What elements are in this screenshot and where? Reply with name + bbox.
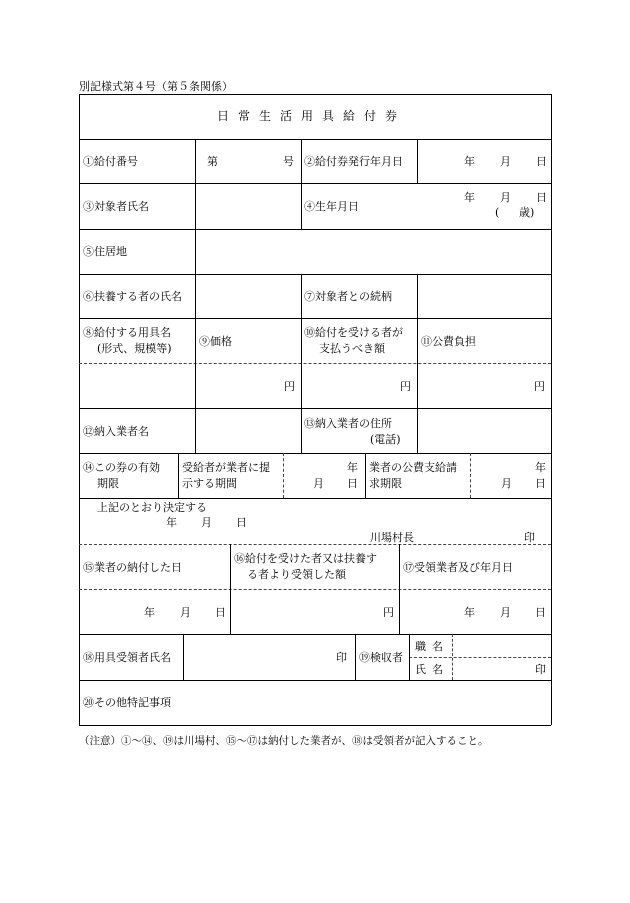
row-line	[79, 680, 551, 681]
received-yen: 円	[383, 606, 394, 619]
decision-statement: 上記のとおり決定する	[97, 501, 207, 514]
label-special-notes: ⑳その他特記事項	[83, 696, 171, 709]
delivery-year: 年	[144, 606, 155, 619]
label-issue-date: ②給付券発行年月日	[304, 155, 403, 168]
receiver-seal: 印	[336, 651, 347, 664]
border-bottom	[79, 725, 551, 726]
label-inspector-title: 職名	[415, 640, 449, 653]
row-line	[79, 453, 551, 454]
col-line	[183, 634, 184, 680]
label-validity-1: ⑭この券の有効	[83, 461, 160, 474]
public-burden-yen: 円	[534, 380, 545, 393]
label-payable-amount-1: ⑩給付を受ける者が	[304, 326, 403, 339]
col-line	[195, 408, 196, 453]
row-line	[79, 274, 551, 275]
col-line	[417, 408, 418, 453]
decision-month: 月	[201, 516, 212, 529]
border-top	[79, 94, 551, 95]
mayor-title: 川場村長	[370, 531, 414, 544]
col-line	[409, 634, 410, 680]
col-line	[195, 274, 196, 318]
presentation-day: 日	[347, 477, 358, 490]
decision-day: 日	[236, 516, 247, 529]
birth-date-day: 日	[536, 191, 547, 204]
label-delivery-date: ⑮業者の納付した日	[83, 561, 182, 574]
form-title: 日常生活用具給付券	[217, 109, 407, 123]
col-line-dashed	[470, 453, 471, 498]
col-line	[399, 544, 400, 634]
price-yen: 円	[284, 380, 295, 393]
label-supplier-phone: (電話)	[370, 433, 401, 446]
delivery-month: 月	[180, 606, 191, 619]
col-line	[301, 408, 302, 453]
birth-date-month: 月	[500, 191, 511, 204]
row-line-dashed	[79, 544, 551, 545]
label-received-amount-1: ⑯給付を受けた者又は扶養す	[234, 552, 377, 565]
col-line	[301, 274, 302, 318]
label-birth-date: ④生年月日	[304, 200, 359, 213]
label-received-amount-2: る者より受領した額	[247, 568, 346, 581]
col-line	[417, 274, 418, 318]
col-line	[417, 139, 418, 183]
label-inspector-name: 氏名	[415, 663, 449, 676]
label-supporter-name: ⑥扶養する者の氏名	[83, 290, 182, 303]
label-inspector: ⑲検収者	[359, 651, 403, 664]
issue-date-year: 年	[464, 155, 475, 168]
delivery-day: 日	[215, 606, 226, 619]
col-line	[195, 139, 196, 229]
col-line	[195, 229, 196, 274]
issue-date-day: 日	[536, 155, 547, 168]
label-validity-2: 期限	[97, 477, 119, 490]
label-equipment-receiver: ⑱用具受領者氏名	[83, 651, 171, 664]
col-line	[355, 634, 356, 680]
presentation-month: 月	[313, 477, 324, 490]
row-line	[79, 139, 551, 140]
label-equipment-spec: (形式、規模等)	[97, 342, 172, 355]
row-line	[79, 229, 551, 230]
row-line	[79, 634, 551, 635]
inspector-split-line	[409, 657, 551, 658]
col-line	[230, 544, 231, 634]
label-presentation-period-2: 示する期間	[182, 477, 237, 490]
presentation-year: 年	[347, 461, 358, 474]
label-supplier-name: ⑫納入業者名	[83, 425, 149, 438]
label-residence: ⑤住居地	[83, 245, 127, 258]
col-line	[365, 453, 366, 498]
label-equipment-name: ⑧給付する用具名	[83, 326, 171, 339]
label-relationship: ⑦対象者との続柄	[304, 290, 392, 303]
label-claim-deadline-1: 業者の公費支給請	[369, 461, 457, 474]
row-line	[79, 183, 551, 184]
label-receiving-supplier: ⑰受領業者及び年月日	[403, 561, 513, 574]
col-line	[195, 318, 196, 408]
age-unit: 歳)	[519, 206, 535, 219]
claim-month: 月	[501, 477, 512, 490]
row-line	[79, 408, 551, 409]
border-right	[551, 94, 552, 725]
claim-day: 日	[535, 477, 546, 490]
col-line	[301, 318, 302, 408]
label-benefit-number: ①給付番号	[83, 155, 138, 168]
receipt-day: 日	[535, 606, 546, 619]
label-price: ⑨価格	[199, 335, 232, 348]
row-line	[79, 498, 551, 499]
col-line-dashed	[283, 453, 284, 498]
receipt-year: 年	[464, 606, 475, 619]
birth-date-year: 年	[464, 191, 475, 204]
label-presentation-period-1: 受給者が業者に提	[182, 461, 270, 474]
label-recipient-name: ③対象者氏名	[83, 200, 149, 213]
row-line-dashed	[79, 589, 551, 590]
age-open-paren: (	[495, 206, 500, 219]
label-public-burden: ⑪公費負担	[421, 335, 476, 348]
benefit-number-suffix: 号	[283, 155, 294, 168]
label-claim-deadline-2: 求期限	[369, 477, 402, 490]
row-line	[79, 318, 551, 319]
col-line-dashed	[452, 634, 453, 680]
issue-date-month: 月	[500, 155, 511, 168]
claim-year: 年	[535, 461, 546, 474]
row-line-dashed	[79, 363, 551, 364]
receipt-month: 月	[500, 606, 511, 619]
col-line	[417, 318, 418, 408]
col-line	[301, 139, 302, 229]
footnote: （注意）①～⑭、⑲は川場村、⑮～⑰は納付した業者が、⑱は受領者が記入すること。	[79, 735, 489, 747]
label-payable-amount-2: 支払うべき額	[319, 342, 385, 355]
mayor-seal: 印	[524, 531, 535, 544]
benefit-number-prefix: 第	[207, 155, 218, 168]
payable-yen: 円	[400, 380, 411, 393]
inspector-seal: 印	[535, 663, 546, 676]
label-supplier-address: ⑬納入業者の住所	[304, 417, 392, 430]
border-left	[79, 94, 80, 725]
form-header-note: 別記様式第４号（第５条関係）	[79, 80, 233, 93]
decision-year: 年	[166, 516, 177, 529]
col-line	[178, 453, 179, 498]
